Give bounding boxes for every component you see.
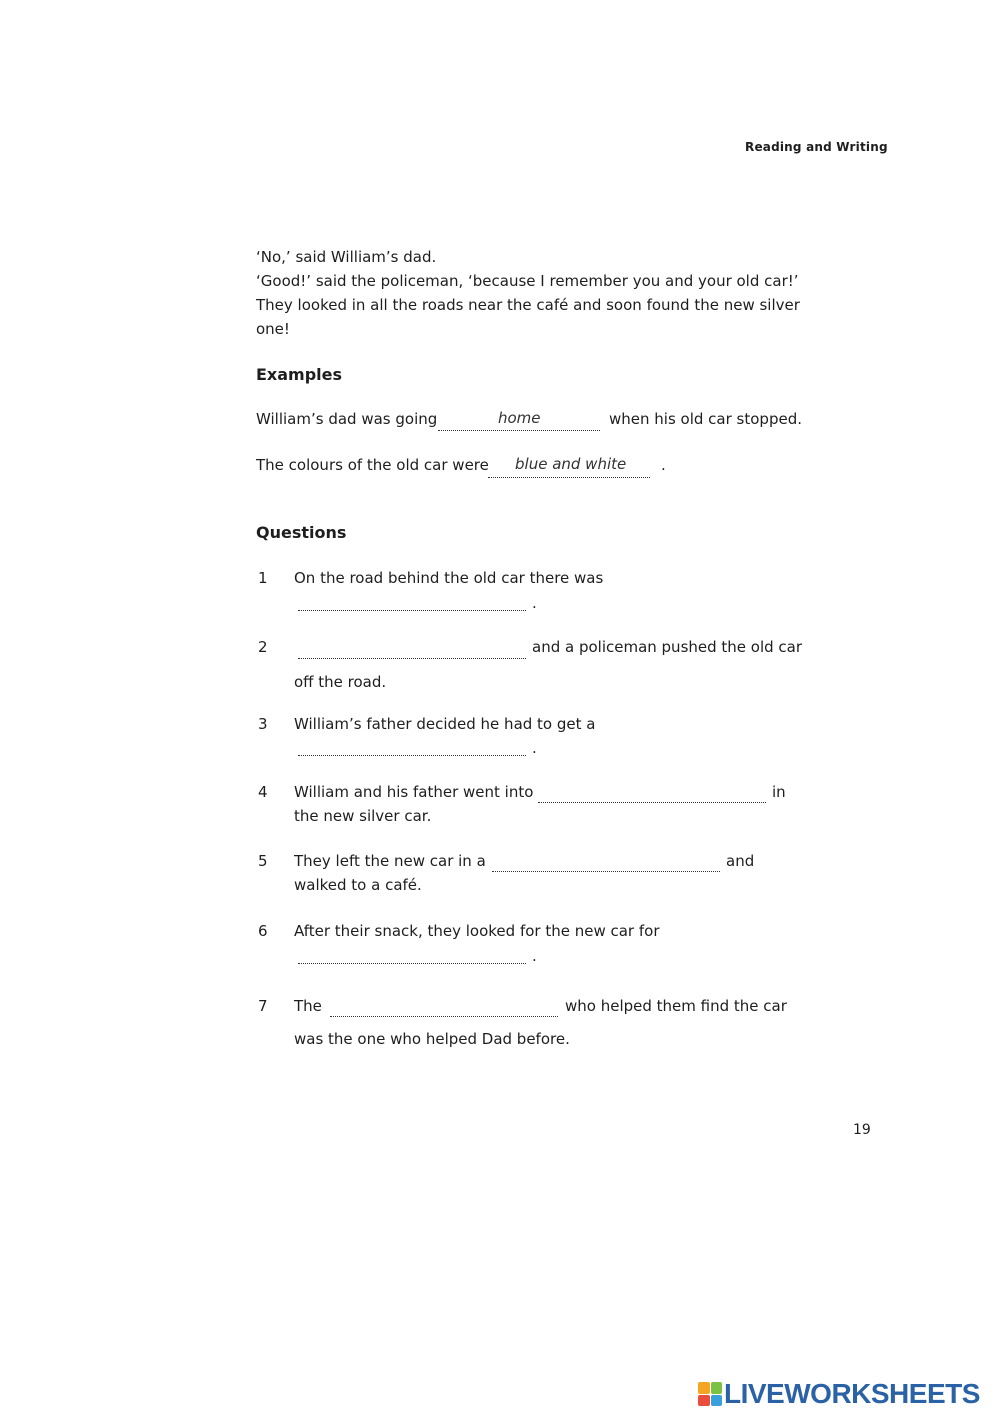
question-number: 5 <box>258 852 268 870</box>
question-1-end: . <box>532 594 537 612</box>
question-5-answer-input[interactable] <box>492 849 720 872</box>
example-2-answer: blue and white <box>515 455 627 473</box>
question-number: 3 <box>258 715 268 733</box>
question-3-text: William’s father decided he had to get a <box>294 715 596 733</box>
example-1-blank <box>438 430 600 431</box>
question-5-after: and <box>726 852 755 870</box>
question-number: 7 <box>258 997 268 1015</box>
liveworksheets-logo <box>698 1378 980 1410</box>
question-7-answer-input[interactable] <box>330 994 558 1017</box>
page-number: 19 <box>853 1122 871 1138</box>
question-number: 1 <box>258 569 268 587</box>
question-1-answer-input[interactable] <box>298 588 526 611</box>
question-2-answer-input[interactable] <box>298 636 526 659</box>
story-line: one! <box>256 320 290 338</box>
question-5-line2: walked to a café. <box>294 876 422 894</box>
liveworksheets-logo-icon <box>698 1382 722 1406</box>
question-3-answer-input[interactable] <box>298 733 526 756</box>
question-4-line2: the new silver car. <box>294 807 432 825</box>
question-number: 4 <box>258 783 268 801</box>
question-number: 6 <box>258 922 268 940</box>
question-6-answer-input[interactable] <box>298 941 526 964</box>
question-4-before: William and his father went into <box>294 783 534 801</box>
example-1-answer: home <box>498 409 541 427</box>
story-line: They looked in all the roads near the café and soon found the new silver <box>256 296 800 314</box>
question-2-line2: off the road. <box>294 673 387 691</box>
question-4-after: in <box>772 783 786 801</box>
question-1-text: On the road behind the old car there was <box>294 569 604 587</box>
brand-name: LIVEWORKSHEETS <box>724 1378 980 1409</box>
question-7-line2: was the one who helped Dad before. <box>294 1030 570 1048</box>
example-1-after: when his old car stopped. <box>609 410 802 428</box>
section-header: Reading and Writing <box>745 140 888 154</box>
question-3-end: . <box>532 739 537 757</box>
example-2-after: . <box>661 456 666 474</box>
question-6-end: . <box>532 947 537 965</box>
question-number: 2 <box>258 638 268 656</box>
examples-heading: Examples <box>256 365 343 384</box>
question-4-answer-input[interactable] <box>538 780 766 803</box>
question-5-before: They left the new car in a <box>294 852 486 870</box>
example-2-before: The colours of the old car were <box>256 456 489 474</box>
story-line: ‘No,’ said William’s dad. <box>256 248 437 266</box>
example-1-before: William’s dad was going <box>256 410 438 428</box>
question-6-text: After their snack, they looked for the new car for <box>294 922 660 940</box>
question-7-after: who helped them find the car <box>565 997 787 1015</box>
question-7-before: The <box>294 997 322 1015</box>
questions-heading: Questions <box>256 523 347 542</box>
question-2-after: and a policeman pushed the old car <box>532 638 803 656</box>
example-2-blank <box>488 477 650 478</box>
story-line: ‘Good!’ said the policeman, ‘because I remember you and your old car!’ <box>256 272 799 290</box>
